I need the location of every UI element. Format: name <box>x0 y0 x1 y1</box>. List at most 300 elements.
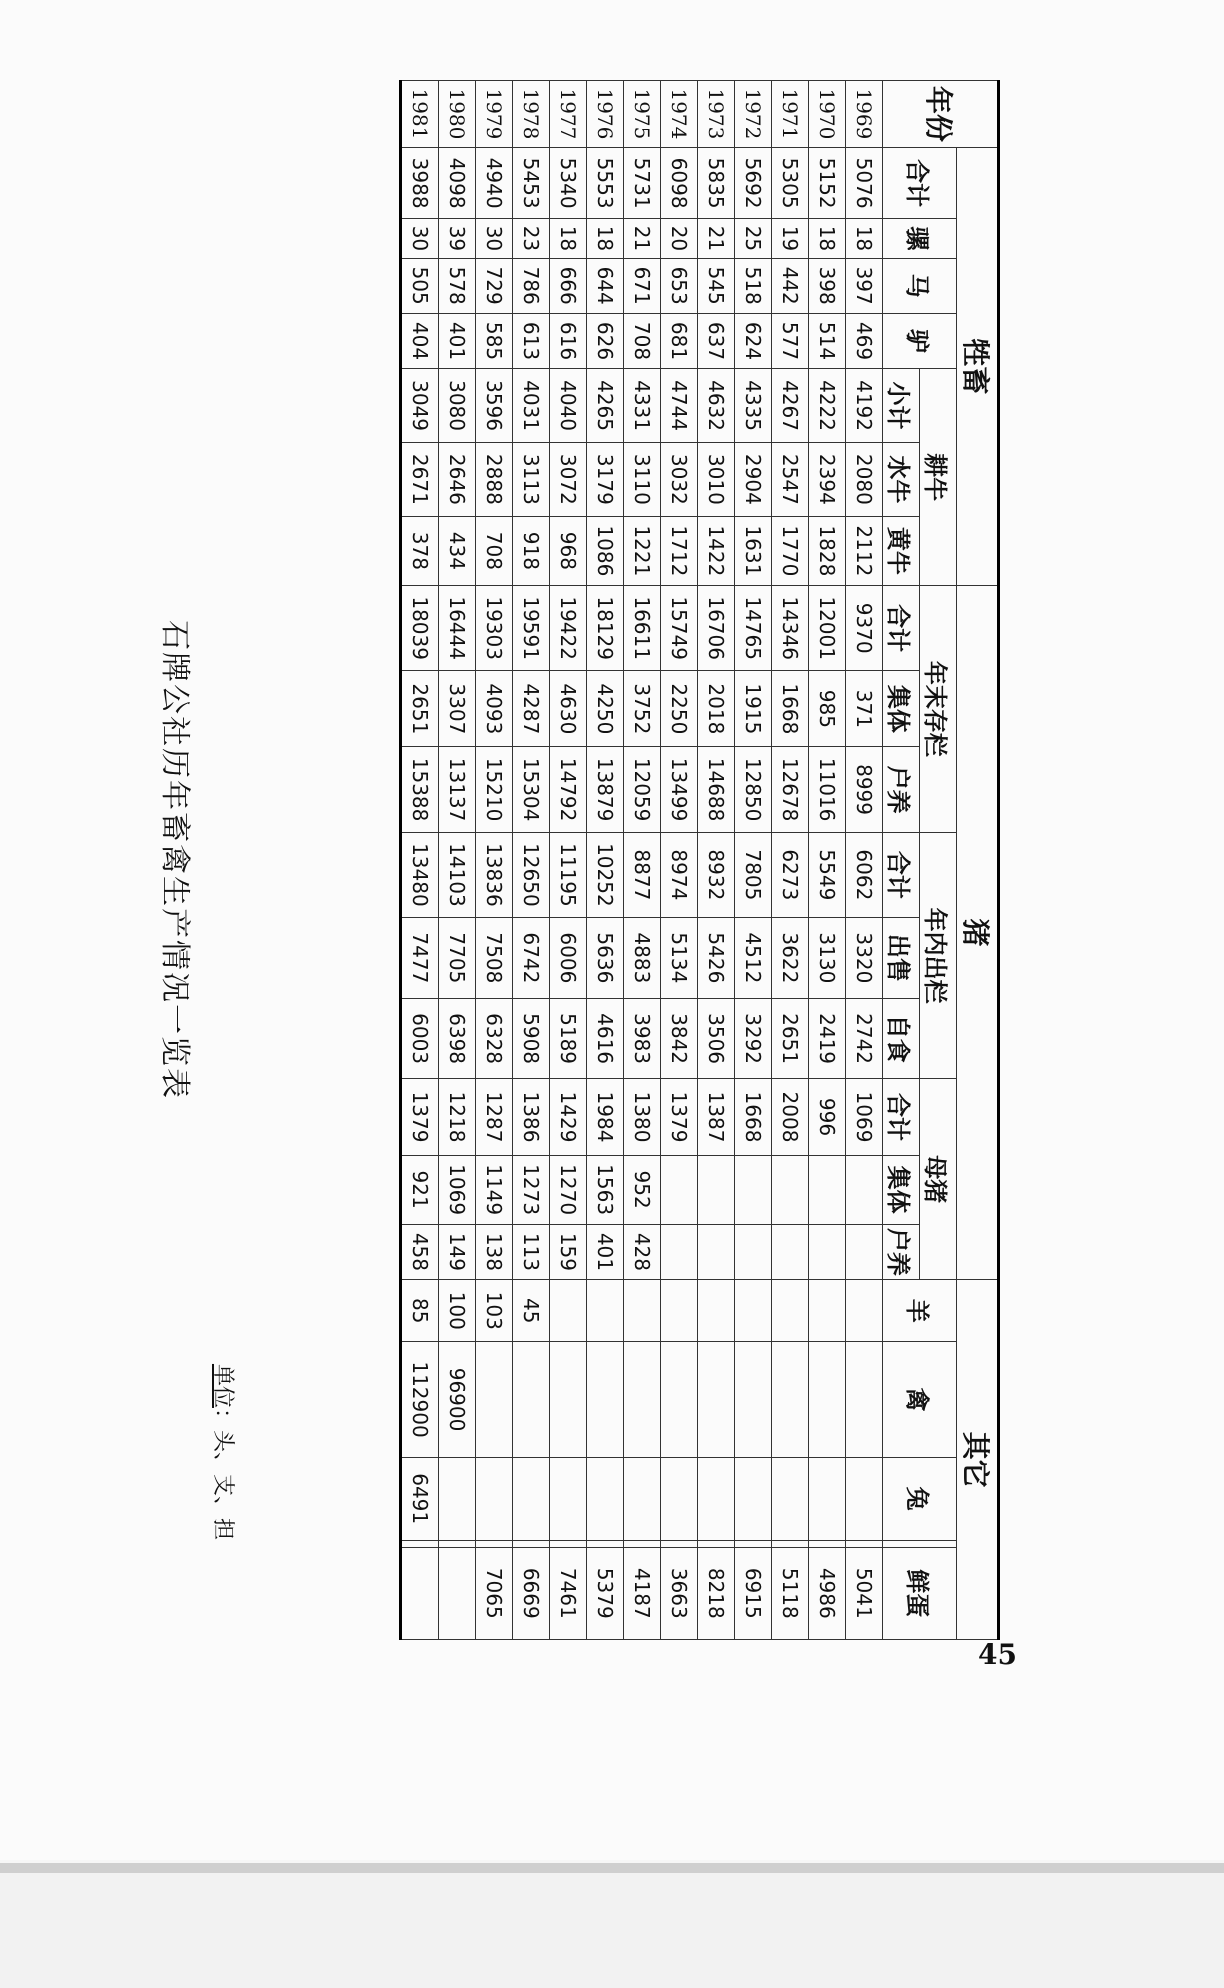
table-cell: 624 <box>735 313 772 368</box>
table-cell <box>550 1457 587 1540</box>
table-cell: 1422 <box>698 516 735 585</box>
table-cell: 20 <box>661 219 698 258</box>
table-cell: 378 <box>401 516 439 585</box>
year-cell: 1974 <box>661 81 698 148</box>
table-cell: 159 <box>550 1224 587 1279</box>
table-cell: 2419 <box>809 998 846 1079</box>
year-cell: 1970 <box>809 81 846 148</box>
table-cell <box>698 1457 735 1540</box>
table-cell: 398 <box>809 258 846 313</box>
table-cell: 85 <box>401 1280 439 1342</box>
table-cell: 2651 <box>401 671 439 747</box>
table-cell: 434 <box>439 516 476 585</box>
table-cell: 15210 <box>476 747 513 832</box>
table-cell: 5076 <box>846 147 883 218</box>
table-cell: 6003 <box>401 998 439 1079</box>
table-cell: 6915 <box>735 1547 772 1639</box>
table-cell: 6328 <box>476 998 513 1079</box>
header-livestock-total: 合计 <box>883 147 957 218</box>
table-cell: 3622 <box>772 918 809 999</box>
table-cell <box>550 1342 587 1457</box>
table-cell: 3983 <box>624 998 661 1079</box>
header-stock-collective: 集体 <box>883 671 920 747</box>
table-cell: 6062 <box>846 832 883 917</box>
table-cell: 3113 <box>513 442 550 516</box>
table-cell <box>698 1224 735 1279</box>
table-cell: 4883 <box>624 918 661 999</box>
table-cell: 21 <box>624 219 661 258</box>
table-cell: 1563 <box>587 1155 624 1224</box>
table-cell: 3292 <box>735 998 772 1079</box>
header-year-end-stock: 年末存栏 <box>920 586 957 833</box>
table-cell: 653 <box>661 258 698 313</box>
table-cell: 1273 <box>513 1155 550 1224</box>
table-cell: 1387 <box>698 1079 735 1155</box>
table-cell: 8974 <box>661 832 698 917</box>
table-cell: 1668 <box>772 671 809 747</box>
table-cell <box>846 1457 883 1540</box>
table-cell <box>772 1540 809 1547</box>
table-cell: 1915 <box>735 671 772 747</box>
table-cell <box>661 1540 698 1547</box>
table-cell: 12001 <box>809 586 846 671</box>
table-cell: 729 <box>476 258 513 313</box>
table-cell: 7705 <box>439 918 476 999</box>
table-cell <box>550 1540 587 1547</box>
table-cell: 4093 <box>476 671 513 747</box>
table-cell: 13137 <box>439 747 476 832</box>
table-cell: 103 <box>476 1280 513 1342</box>
header-livestock: 牲畜 <box>957 147 999 585</box>
year-cell: 1978 <box>513 81 550 148</box>
table-cell: 1770 <box>772 516 809 585</box>
header-others: 其它 <box>957 1280 999 1640</box>
table-cell: 708 <box>476 516 513 585</box>
table-cell <box>772 1342 809 1457</box>
table-cell: 2547 <box>772 442 809 516</box>
table-cell: 15388 <box>401 747 439 832</box>
table-cell: 2250 <box>661 671 698 747</box>
table-cell <box>846 1224 883 1279</box>
table-cell: 1828 <box>809 516 846 585</box>
table-cell: 3307 <box>439 671 476 747</box>
table-cell: 5453 <box>513 147 550 218</box>
table-cell: 16444 <box>439 586 476 671</box>
table-cell: 442 <box>772 258 809 313</box>
year-cell: 1977 <box>550 81 587 148</box>
table-cell: 5152 <box>809 147 846 218</box>
table-row <box>698 81 735 1640</box>
table-cell: 5908 <box>513 998 550 1079</box>
table-row <box>439 81 476 1640</box>
table-cell: 14792 <box>550 747 587 832</box>
table-cell: 4192 <box>846 369 883 443</box>
table-cell: 616 <box>550 313 587 368</box>
table-cell <box>439 1547 476 1639</box>
table-cell: 404 <box>401 313 439 368</box>
table-cell: 1429 <box>550 1079 587 1155</box>
table-cell: 14688 <box>698 747 735 832</box>
year-cell: 1979 <box>476 81 513 148</box>
table-row <box>476 81 513 1640</box>
table-row <box>735 81 772 1640</box>
table-cell: 4098 <box>439 147 476 218</box>
header-pigs: 猪 <box>957 586 999 1280</box>
header-sow-household: 户养 <box>883 1224 920 1279</box>
table-cell: 8877 <box>624 832 661 917</box>
table-cell <box>735 1342 772 1457</box>
table-cell: 100 <box>439 1280 476 1342</box>
table-cell <box>846 1540 883 1547</box>
table-cell: 2018 <box>698 671 735 747</box>
table-cell <box>735 1540 772 1547</box>
table-cell <box>772 1457 809 1540</box>
table-cell <box>809 1280 846 1342</box>
table-cell: 3080 <box>439 369 476 443</box>
table-cell: 19 <box>772 219 809 258</box>
table-cell <box>735 1155 772 1224</box>
table-cell: 4287 <box>513 671 550 747</box>
table-cell <box>439 1540 476 1547</box>
viewer-background <box>0 1873 1224 1988</box>
table-cell: 585 <box>476 313 513 368</box>
table-cell: 4040 <box>550 369 587 443</box>
header-year: 年份 <box>883 81 999 148</box>
table-cell <box>735 1280 772 1342</box>
table-cell: 4616 <box>587 998 624 1079</box>
table-cell: 39 <box>439 219 476 258</box>
table-cell: 16706 <box>698 586 735 671</box>
table-cell: 8999 <box>846 747 883 832</box>
table-cell: 4940 <box>476 147 513 218</box>
year-cell: 1975 <box>624 81 661 148</box>
table-cell: 5553 <box>587 147 624 218</box>
table-cell: 4250 <box>587 671 624 747</box>
table-cell: 15304 <box>513 747 550 832</box>
table-row <box>401 81 439 1640</box>
table-cell: 5549 <box>809 832 846 917</box>
table-cell: 12850 <box>735 747 772 832</box>
table-cell: 4222 <box>809 369 846 443</box>
header-mule: 骡 <box>883 219 957 258</box>
table-cell: 3506 <box>698 998 735 1079</box>
header-sold: 出售 <box>883 918 920 999</box>
table-cell: 12059 <box>624 747 661 832</box>
table-cell: 1379 <box>661 1079 698 1155</box>
table-cell <box>698 1540 735 1547</box>
table-cell: 25 <box>735 219 772 258</box>
table-cell: 6742 <box>513 918 550 999</box>
table-cell: 5636 <box>587 918 624 999</box>
table-cell: 1668 <box>735 1079 772 1155</box>
table-cell: 7805 <box>735 832 772 917</box>
table-cell <box>661 1224 698 1279</box>
table-cell <box>476 1457 513 1540</box>
livestock-production-table <box>399 80 1000 1640</box>
table-cell: 1386 <box>513 1079 550 1155</box>
table-cell: 2112 <box>846 516 883 585</box>
table-cell: 7461 <box>550 1547 587 1639</box>
header-sow-collective: 集体 <box>883 1155 920 1224</box>
table-cell: 637 <box>698 313 735 368</box>
year-cell: 1969 <box>846 81 883 148</box>
table-cell: 1218 <box>439 1079 476 1155</box>
header-horse: 马 <box>883 258 957 313</box>
year-cell: 1976 <box>587 81 624 148</box>
table-row <box>587 81 624 1640</box>
table-cell: 30 <box>401 219 439 258</box>
table-cell: 2742 <box>846 998 883 1079</box>
table-cell <box>624 1540 661 1547</box>
table-cell <box>661 1342 698 1457</box>
table-cell: 5041 <box>846 1547 883 1639</box>
table-cell: 13836 <box>476 832 513 917</box>
table-cell: 18 <box>846 219 883 258</box>
table-cell: 2651 <box>772 998 809 1079</box>
table-cell <box>809 1224 846 1279</box>
table-cell <box>846 1342 883 1457</box>
table-cell: 4512 <box>735 918 772 999</box>
table-cell: 5835 <box>698 147 735 218</box>
table-cell: 921 <box>401 1155 439 1224</box>
table-cell <box>587 1540 624 1547</box>
header-sheep: 羊 <box>883 1280 957 1342</box>
table-cell <box>587 1280 624 1342</box>
table-cell: 985 <box>809 671 846 747</box>
table-cell: 1149 <box>476 1155 513 1224</box>
table-cell: 1712 <box>661 516 698 585</box>
table-cell: 23 <box>513 219 550 258</box>
header-poultry: 禽 <box>883 1342 957 1457</box>
table-cell: 2646 <box>439 442 476 516</box>
table-cell <box>624 1342 661 1457</box>
table-cell: 4335 <box>735 369 772 443</box>
table-cell: 5305 <box>772 147 809 218</box>
table-cell: 19303 <box>476 586 513 671</box>
table-cell: 12650 <box>513 832 550 917</box>
table-cell <box>624 1280 661 1342</box>
table-cell <box>401 1547 439 1639</box>
table-cell: 96900 <box>439 1342 476 1457</box>
table-cell: 3179 <box>587 442 624 516</box>
table-cell <box>772 1280 809 1342</box>
table-cell: 1984 <box>587 1079 624 1155</box>
table-cell: 11016 <box>809 747 846 832</box>
header-rabbit: 兔 <box>883 1457 957 1540</box>
table-cell: 9370 <box>846 586 883 671</box>
table-cell <box>698 1280 735 1342</box>
table-cell <box>513 1342 550 1457</box>
table-cell: 18 <box>809 219 846 258</box>
table-row <box>624 81 661 1640</box>
table-row <box>513 81 550 1640</box>
table-cell: 3752 <box>624 671 661 747</box>
table-cell: 14765 <box>735 586 772 671</box>
table-cell: 14346 <box>772 586 809 671</box>
table-cell: 2904 <box>735 442 772 516</box>
table-cell: 613 <box>513 313 550 368</box>
table-cell: 397 <box>846 258 883 313</box>
table-cell: 3110 <box>624 442 661 516</box>
table-cell: 786 <box>513 258 550 313</box>
table-cell: 8218 <box>698 1547 735 1639</box>
table-cell: 2008 <box>772 1079 809 1155</box>
table-cell: 1270 <box>550 1155 587 1224</box>
table-cell: 2394 <box>809 442 846 516</box>
year-cell: 1972 <box>735 81 772 148</box>
table-cell: 13499 <box>661 747 698 832</box>
table-cell: 4331 <box>624 369 661 443</box>
table-cell: 18 <box>587 219 624 258</box>
table-cell: 113 <box>513 1224 550 1279</box>
table-cell: 6398 <box>439 998 476 1079</box>
header-annual-slaughter: 年内出栏 <box>920 832 957 1079</box>
table-cell <box>809 1540 846 1547</box>
table-cell: 13879 <box>587 747 624 832</box>
table-cell: 7508 <box>476 918 513 999</box>
header-self-consumed: 自食 <box>883 998 920 1079</box>
table-cell: 1086 <box>587 516 624 585</box>
table-cell: 3842 <box>661 998 698 1079</box>
table-cell: 7477 <box>401 918 439 999</box>
table-row <box>661 81 698 1640</box>
table-cell: 18039 <box>401 586 439 671</box>
table-cell: 4986 <box>809 1547 846 1639</box>
header-out-total: 合计 <box>883 832 920 917</box>
table-cell: 918 <box>513 516 550 585</box>
table-cell <box>550 1280 587 1342</box>
table-cell <box>476 1342 513 1457</box>
table-cell: 3988 <box>401 147 439 218</box>
table-cell <box>772 1224 809 1279</box>
table-cell: 138 <box>476 1224 513 1279</box>
table-cell: 671 <box>624 258 661 313</box>
table-cell: 626 <box>587 313 624 368</box>
table-cell: 666 <box>550 258 587 313</box>
table-cell: 7065 <box>476 1547 513 1639</box>
table-cell: 11195 <box>550 832 587 917</box>
table-cell: 8932 <box>698 832 735 917</box>
header-cattle: 耕牛 <box>920 369 957 586</box>
table-cell: 2888 <box>476 442 513 516</box>
table-cell: 5426 <box>698 918 735 999</box>
table-cell: 1069 <box>846 1079 883 1155</box>
table-cell: 21 <box>698 219 735 258</box>
table-cell <box>661 1457 698 1540</box>
table-cell: 469 <box>846 313 883 368</box>
table-cell <box>772 1155 809 1224</box>
table-cell: 19422 <box>550 586 587 671</box>
table-cell: 112900 <box>401 1342 439 1457</box>
table-cell: 4630 <box>550 671 587 747</box>
table-cell <box>439 1457 476 1540</box>
year-cell: 1981 <box>401 81 439 148</box>
table-cell <box>809 1342 846 1457</box>
header-cattle-subtotal: 小计 <box>883 369 920 443</box>
year-cell: 1973 <box>698 81 735 148</box>
table-cell: 3032 <box>661 442 698 516</box>
year-cell: 1980 <box>439 81 476 148</box>
header-buffalo: 水牛 <box>883 442 920 516</box>
table-cell: 5189 <box>550 998 587 1079</box>
table-cell: 4187 <box>624 1547 661 1639</box>
header-yellow-cattle: 黄牛 <box>883 516 920 585</box>
table-cell: 514 <box>809 313 846 368</box>
table-cell: 4267 <box>772 369 809 443</box>
year-cell: 1971 <box>772 81 809 148</box>
table-cell: 5134 <box>661 918 698 999</box>
table-cell: 5340 <box>550 147 587 218</box>
header-fresh-eggs: 鲜蛋 <box>883 1547 957 1639</box>
table-cell: 4632 <box>698 369 735 443</box>
table-cell: 4744 <box>661 369 698 443</box>
table-cell: 16611 <box>624 586 661 671</box>
table-cell <box>513 1457 550 1540</box>
table-cell: 3596 <box>476 369 513 443</box>
table-cell: 371 <box>846 671 883 747</box>
table-cell <box>661 1155 698 1224</box>
table-cell <box>401 1540 439 1547</box>
table-cell: 3072 <box>550 442 587 516</box>
table-cell: 428 <box>624 1224 661 1279</box>
table-cell: 5692 <box>735 147 772 218</box>
table-cell: 578 <box>439 258 476 313</box>
rotated-table-block <box>140 80 1000 1640</box>
table-cell: 18129 <box>587 586 624 671</box>
table-cell: 708 <box>624 313 661 368</box>
table-cell <box>809 1457 846 1540</box>
table-cell: 458 <box>401 1224 439 1279</box>
table-cell <box>624 1457 661 1540</box>
table-cell: 5118 <box>772 1547 809 1639</box>
table-cell: 18 <box>550 219 587 258</box>
table-cell <box>735 1457 772 1540</box>
header-stock-household: 户养 <box>883 747 920 832</box>
table-cell: 5731 <box>624 147 661 218</box>
header-donkey: 驴 <box>883 313 957 368</box>
header-stock-total: 合计 <box>883 586 920 671</box>
table-cell <box>698 1155 735 1224</box>
table-cell: 681 <box>661 313 698 368</box>
table-cell: 149 <box>439 1224 476 1279</box>
table-cell: 4031 <box>513 369 550 443</box>
table-cell <box>846 1155 883 1224</box>
table-cell <box>587 1457 624 1540</box>
table-row <box>846 81 883 1640</box>
table-cell <box>587 1342 624 1457</box>
table-cell: 4265 <box>587 369 624 443</box>
table-cell: 15749 <box>661 586 698 671</box>
unit-label: 单位 <box>210 1363 235 1408</box>
table-cell <box>735 1224 772 1279</box>
table-cell: 952 <box>624 1155 661 1224</box>
table-title: 石牌公社历年畜禽生产情况一览表 <box>157 620 192 1100</box>
table-cell: 6491 <box>401 1457 439 1540</box>
table-cell: 19591 <box>513 586 550 671</box>
table-cell: 518 <box>735 258 772 313</box>
table-cell: 505 <box>401 258 439 313</box>
table-cell: 6273 <box>772 832 809 917</box>
header-sow: 母猪 <box>920 1079 957 1280</box>
table-cell: 1287 <box>476 1079 513 1155</box>
table-cell <box>661 1280 698 1342</box>
table-cell: 14103 <box>439 832 476 917</box>
table-row <box>550 81 587 1640</box>
table-cell: 2080 <box>846 442 883 516</box>
header-blank <box>883 1540 957 1547</box>
header-sow-total: 合计 <box>883 1079 920 1155</box>
table-cell: 3130 <box>809 918 846 999</box>
